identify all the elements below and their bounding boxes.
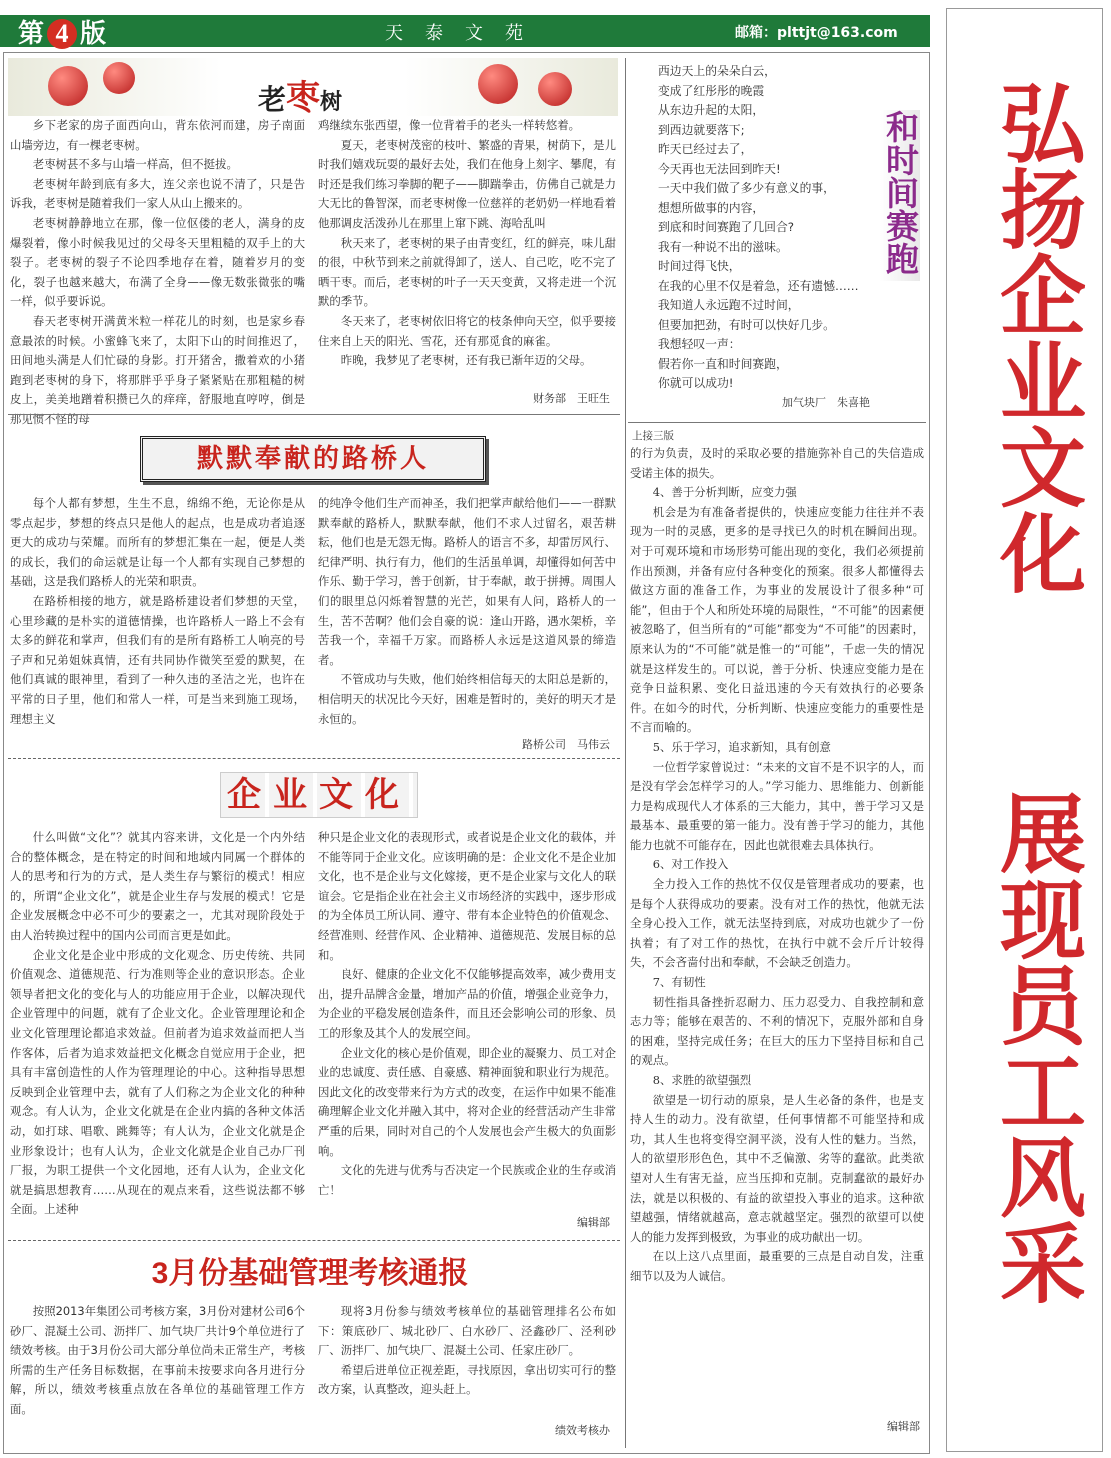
masthead-bar: [0, 15, 930, 47]
paragraph: 全力投入工作的热忱不仅仅是管理者成功的要素，也是每个人获得成功的要素。没有对工作的热忱，他就无法全身心投入工作，就无法坚持到底，对成功也就少了一份执着；有了对工作的热忱，在执行中就不会斤斤计较得失，不会吝啬付出和奉献，不会缺乏创造力。: [630, 877, 924, 970]
paragraph: 希望后进单位正视差距，寻找原因，拿出切实可行的整改方案，认真整改，迎头赶上。: [318, 1362, 616, 1397]
poem-line: 想想所做事的内容，: [658, 200, 765, 215]
paragraph: 机会是为有准备者提供的，快速应变能力往往并不表现为一时的灵感，更多的是寻找已久的时机在瞬间出现。对于可观环境和市场形势可能出现的变化，我们必须提前作出预测，并备有应付各种变化的预案。很多人都懂得去做这方面的准备工作，为事业的发展设计了很多种“可能”，但由于个人和所处环境的局限性，“不可能”的因素便被忽略了，但当所有的“可能”都变为“不可能”的因素时，原来认为的“不可能”就是惟一的“可能”，千虑一失的情况就是这样发生的。可以说，善于分析、快速应变能力是在竞争日益积累、变化日益迅速的今天有效执行的必要条件。在如今的时代，分析判断、快速应变能力的重要性是不言而喻的。: [630, 504, 924, 735]
continued-article: [630, 444, 924, 1430]
luqiao-title-box: [140, 436, 486, 482]
poem-line: 我知道人永远跑不过时间，: [658, 298, 800, 312]
luqiao-byline: 路桥公司 马伟云: [522, 738, 610, 751]
paragraph: 良好、健康的企业文化不仅能够提高效率，减少费用支出，提升品牌含金量，增加产品的价值，增强企业竞争力，为企业的平稳发展创造条件，而且还会影响公司的形象、员工的形象及其个人的发展空间。: [318, 967, 616, 1040]
luqiao-col-right: [318, 494, 616, 749]
qiye-col-right: [318, 828, 616, 1208]
poem-byline: 加气块厂 朱喜艳: [782, 396, 870, 409]
numbered-heading: 7、有韧性: [652, 975, 706, 990]
poem-line: 到西边就要落下;: [658, 122, 745, 137]
edition-number: 4: [47, 19, 77, 49]
slogan-line-1: 弘扬企业文化: [987, 79, 1083, 595]
paragraph: 冬天来了，老枣树依旧将它的枝条伸向天空，似乎要接住来自上天的阳光、雪花，还有那觅食的麻雀。: [318, 313, 616, 348]
edition-label: [18, 13, 106, 50]
paragraph: 种只是企业文化的表现形式，或者说是企业文化的载体，并不能等同于企业文化。应该明确的是：企业文化不是企业加文化，也不是企业与文化嫁接，更不是企业家与文化人的联谊会。它是指企业在社会主义市场经济的实践中，逐步形成的为全体员工所认同、遵守、带有本企业特色的价值观念、经营准则、经营作风、企业精神、道德规范、发展目标的总和。: [318, 830, 616, 962]
kaohe-byline: 绩效考核办: [555, 1424, 610, 1437]
poem-line: 西边天上的朵朵白云，: [658, 64, 776, 78]
poem-line: 变成了红彤彤的晚霞: [658, 83, 765, 98]
slogan-panel: [946, 8, 1103, 1452]
paragraph: 老枣树静静地立在那，像一位伛偻的老人，满身的皮爆裂着，像小时候我见过的父母冬天里粗糙的双手上的大裂子。老枣树的裂子不论四季地存在着，随着岁月的变化，裂子也越来越大，布满了全身——像无数张微张的嘴一样，似乎要诉说。: [10, 215, 305, 309]
poem-line: 在我的心里不仅是着急，还有遗憾……: [658, 278, 859, 293]
column-divider: [625, 58, 626, 1448]
paragraph: 每个人都有梦想，生生不息，绵绵不绝，无论你是从零点起步，梦想的终点只是他人的起点，也是成功者追逐更大的成功与荣耀。而所有的梦想汇集在一起，便是人类的成长，我们的命运就是让每一个人都有实现自己梦想的基础，这是我们路桥人的光荣和职责。: [10, 496, 305, 589]
kaohe-col-left: [10, 1302, 305, 1422]
red-date-illustration-left: [48, 66, 88, 106]
poem-line: 到底和时间赛跑了几回合?: [658, 220, 795, 234]
continued-label: 上接三版: [632, 430, 674, 442]
luqiao-col-left: [10, 494, 305, 749]
paragraph: 文化的先进与优秀与否决定一个民族或企业的生存或消亡！: [318, 1163, 616, 1197]
section-divider: [8, 1240, 620, 1241]
section-divider: [8, 414, 620, 415]
paragraph: 的行为负责，及时的采取必要的措施弥补自己的失信造成受诺主体的损失。: [630, 446, 924, 480]
title-char-3: 树: [320, 89, 343, 115]
red-date-illustration-right-2: [538, 72, 572, 106]
qiye-col-left: [10, 828, 305, 1230]
poem-lines: [658, 62, 898, 394]
slogan-line-2: 展现员工风采: [987, 789, 1083, 1305]
paragraph: 韧性指具备挫折忍耐力、压力忍受力、自我控制和意志力等；能够在艰苦的、不利的情况下，克服外部和自身的困难，坚持完成任务；在巨大的压力下坚持目标和自己的观点。: [630, 994, 924, 1068]
poem-line: 一天中我们做了多少有意义的事，: [658, 181, 835, 195]
laozaoshu-title-banner: [8, 58, 618, 116]
poem-line: 昨天已经过去了，: [658, 142, 753, 156]
paragraph: 的纯净令他们生产而神圣，我们把掌声献给他们——一群默默奉献的路桥人，默默奉献，他们不求人过留名，艰苦耕耘，他们也是无怨无悔。路桥人的语言不多，却雷厉风行、纪律严明、执行有力，他们的生活虽单调，却懂得如何苦中作乐、勤于学习，善于创新，甘于奉献，敢于拼搏。周围人们的眼里总闪烁着智慧的光芒，如果有人问，路桥人的一生，苦不苦啊？他们会自豪的说：逢山开路，遇水架桥，辛苦我一个，幸福千万家。而路桥人永远是这道风景的缔造者。: [318, 496, 616, 667]
paragraph: 在路桥相接的地方，就是路桥建设者们梦想的天堂，心里珍藏的是朴实的道德情操，也许路桥人一路上不会有太多的鲜花和掌声，但我们有的是所有路桥工人响亮的号子声和兄弟姐妹真情，还有共同协作微笑至爱的默契，在他们真诚的眼神里，看到了一种久违的圣洁之光，也许在平常的日子里，他们和常人一样，可是当来到施工现场，理想主义: [10, 593, 305, 726]
title-char-1: 老: [258, 83, 287, 116]
paragraph: 在以上这八点里面，最重要的三点是自动自发，注重细节以及为人诚信。: [630, 1249, 924, 1283]
paragraph: 老枣树年龄到底有多大，连父亲也说不清了，只是告诉我，老枣树是随着我们一家人从山上搬来的。: [10, 176, 305, 211]
edition-suffix: 版: [80, 19, 107, 48]
numbered-heading: 8、求胜的欲望强烈: [652, 1073, 752, 1087]
qiye-byline: 编辑部: [577, 1216, 610, 1229]
luqiao-title: 默默奉献的路桥人: [196, 444, 429, 474]
section-divider: [628, 422, 926, 423]
poem-line: 但要加把劲，有时可以快好几步。: [658, 317, 835, 332]
qiye-title-text: 企业文化: [220, 772, 418, 818]
poem-line: 时间过得飞快，: [658, 259, 741, 273]
laozaoshu-byline: 财务部 王旺生: [533, 392, 610, 405]
column-name: 天泰文苑: [385, 23, 545, 44]
laozaoshu-col-left: [10, 116, 305, 426]
paragraph: 鸡继续东张西望，像一位背着手的老头一样转悠着。: [318, 118, 580, 132]
numbered-heading: 4、善于分析判断，应变力强: [652, 485, 797, 500]
paragraph: 昨晚，我梦见了老枣树，还有我已渐年迈的父母。: [340, 353, 592, 368]
numbered-heading: 5、乐于学习，追求新知，具有创意: [652, 739, 831, 754]
numbered-heading: 6、对工作投入: [652, 857, 729, 872]
paragraph: 夏天，老枣树茂密的枝叶、繁盛的青果，树荫下，是儿时我们嬉戏玩耍的最好去处，我们在他身上刻字、攀爬，有时还是我们练习拳脚的靶子——脚踹拳击，仿佛自己就是力大无比的鲁智深，而老枣树像一位慈祥的老奶奶一样地看着他那调皮活泼孙儿在那里上窜下跳、海哈乱叫: [318, 137, 616, 230]
email-address: 邮箱：plttjt@163.com: [735, 25, 898, 41]
laozaoshu-col-right: [318, 116, 616, 392]
paragraph: 企业文化是企业中形成的文化观念、历史传统、共同价值观念、道德规范、行为准则等企业的意识形态。企业领导者把文化的变化与人的功能应用于企业，以解决现代企业管理中的问题，就有了企业文化。企业管理理论和企业文化管理理论都追求效益。但前者为追求效益而把人当作客体，后者为追求效益把文化概念自觉应用于企业，把具有丰富创造性的人作为管理理论的中心。这种指导思想反映到企业管理中去，就有了人们称之为企业文化的种种观念。有人认为，企业文化就是在企业内搞的各种文体活动，如打球、唱歌、跳舞等；有人认为，企业文化就是企业形象设计；也有人认为，企业文化就是企业自己办厂刊厂报，为职工提供一个文化园地，还有人认为，企业文化就是搞思想教育……从现在的观点来看，这些说法都不够全面。上述种: [10, 947, 305, 1217]
paragraph: 一位哲学家曾说过：“未来的文盲不是不识字的人，而是没有学会怎样学习的人。”学习能力、思维能力、创新能力是构成现代人才体系的三大能力，其中，善于学习又是最基本、最重要的第一能力。没有善于学习的能力，其他能力也就不可能存在，因此也就很难去具体执行。: [630, 759, 924, 852]
kaohe-title: 3月份基础管理考核通报: [151, 1257, 469, 1290]
red-date-illustration-right: [478, 64, 518, 104]
paragraph: 秋天来了，老枣树的果子由青变红，红的鲜亮，味儿甜的很，中秋节到来之前就得卸了，送人、自己吃，吃不完了晒干枣。而后，老枣树的叶子一天天变黄，又将走进一个沉默的季节。: [318, 235, 616, 309]
poem-title: 和时间赛跑: [880, 110, 920, 281]
paragraph: 乡下老家的房子面西向山，背东依河而建，房子南面山墙旁边，有一棵老枣树。: [10, 118, 305, 152]
red-date-illustration-left-2: [103, 62, 135, 94]
poem-line: 今天再也无法回到昨天!: [658, 161, 781, 176]
poem-line: 你就可以成功!: [658, 376, 734, 390]
kaohe-col-right: [318, 1302, 616, 1422]
qiye-title: [220, 772, 418, 816]
section-divider: [8, 758, 620, 759]
paragraph: 什么叫做“文化”？就其内容来讲，文化是一个内外结合的整体概念，是在特定的时间和地域内同属一个群体的人的思考和行为的方式，是人类生存与繁衍的模式！相应的，所谓“企业文化”，就是企业生存与发展的模式！它是企业发展概念中必不可少的要素之一，尤其对现阶段处于由人治转换过程中的国内公司而言更是如此。: [10, 830, 305, 942]
continued-byline: 编辑部: [887, 1420, 920, 1433]
paragraph: 按照2013年集团公司考核方案，3月份对建材公司6个砂厂、混凝土公司、沥拌厂、加气块厂共计9个单位进行了绩效考核。由于3月份公司大部分单位尚未正常生产，考核所需的生产任务目标数据，在事前未按要求向各月进行分解，所以，绩效考核重点放在各单位的基础管理工作方面。: [10, 1304, 305, 1416]
poem-line: 我想轻叹一声：: [658, 337, 741, 351]
paragraph: 不管成功与失败，他们始终相信每天的太阳总是新的，相信明天的状况比今天好，困难是暂时的，美好的明天才是永恒的。: [318, 672, 616, 726]
title-char-2: 枣: [286, 78, 321, 118]
paragraph: 欲望是一切行动的原泉，是人生必备的条件，也是支持人生的动力。没有欲望，任何事情都不可能坚持和成功，其人生也将变得空洞平淡，没有人性的魅力。当然，人的欲望形形色色，其中不乏偏激、劣等的蠢欲。此类欲望对人生有害无益，应当压抑和克制。克制蠢欲的最好办法，就是以积极的、有益的欲望投入事业的追求。这种欲望越强，情绪就越高，意志就越坚定。强烈的欲望可以使人的能力发挥到极致，为事业的成功献出一切。: [630, 1092, 924, 1244]
paragraph: 春天老枣树开满黄米粒一样花儿的时刻，也是家乡春意最浓的时候。小蜜蜂飞来了，太阳下山的时间推迟了，田间地头满是人们忙碌的身影。打开猪舍，撒着欢的小猪跑到老枣树的身下，将那胖乎乎身子紧紧贴在那粗糙的树皮上，美美地蹭着积攒已久的痒痒，舒服地直哼哼，倒是那见惯不怪的母: [10, 313, 305, 426]
poem-line: 我有一种说不出的滋味。: [658, 239, 788, 254]
poem-line: 从东边升起的太阳，: [658, 103, 765, 117]
paragraph: 企业文化的核心是价值观，即企业的凝聚力、员工对企业的忠诚度、责任感、自豪感、精神面貌和职业行为规范。因此文化的改变带来行为方式的改变，在运作中如果不能准确理解企业文化并融入其中，将对企业的经营活动产生非常严重的后果，同时对自己的个人发展也会产生极大的负面影响。: [318, 1045, 616, 1158]
edition-prefix: 第: [18, 19, 45, 48]
paragraph: 老枣树甚不多与山墙一样高，但不挺拔。: [32, 157, 238, 172]
poem-line: 假若你一直和时间赛跑，: [658, 356, 788, 371]
paragraph: 现将3月份参与绩效考核单位的基础管理排名公布如下：策底砂厂、城北砂厂、白水砂厂、泾鑫砂厂、泾利砂厂、沥拌厂、加气块厂、混凝土公司、任家庄砂厂。: [318, 1304, 616, 1358]
laozaoshu-title: [258, 70, 342, 119]
